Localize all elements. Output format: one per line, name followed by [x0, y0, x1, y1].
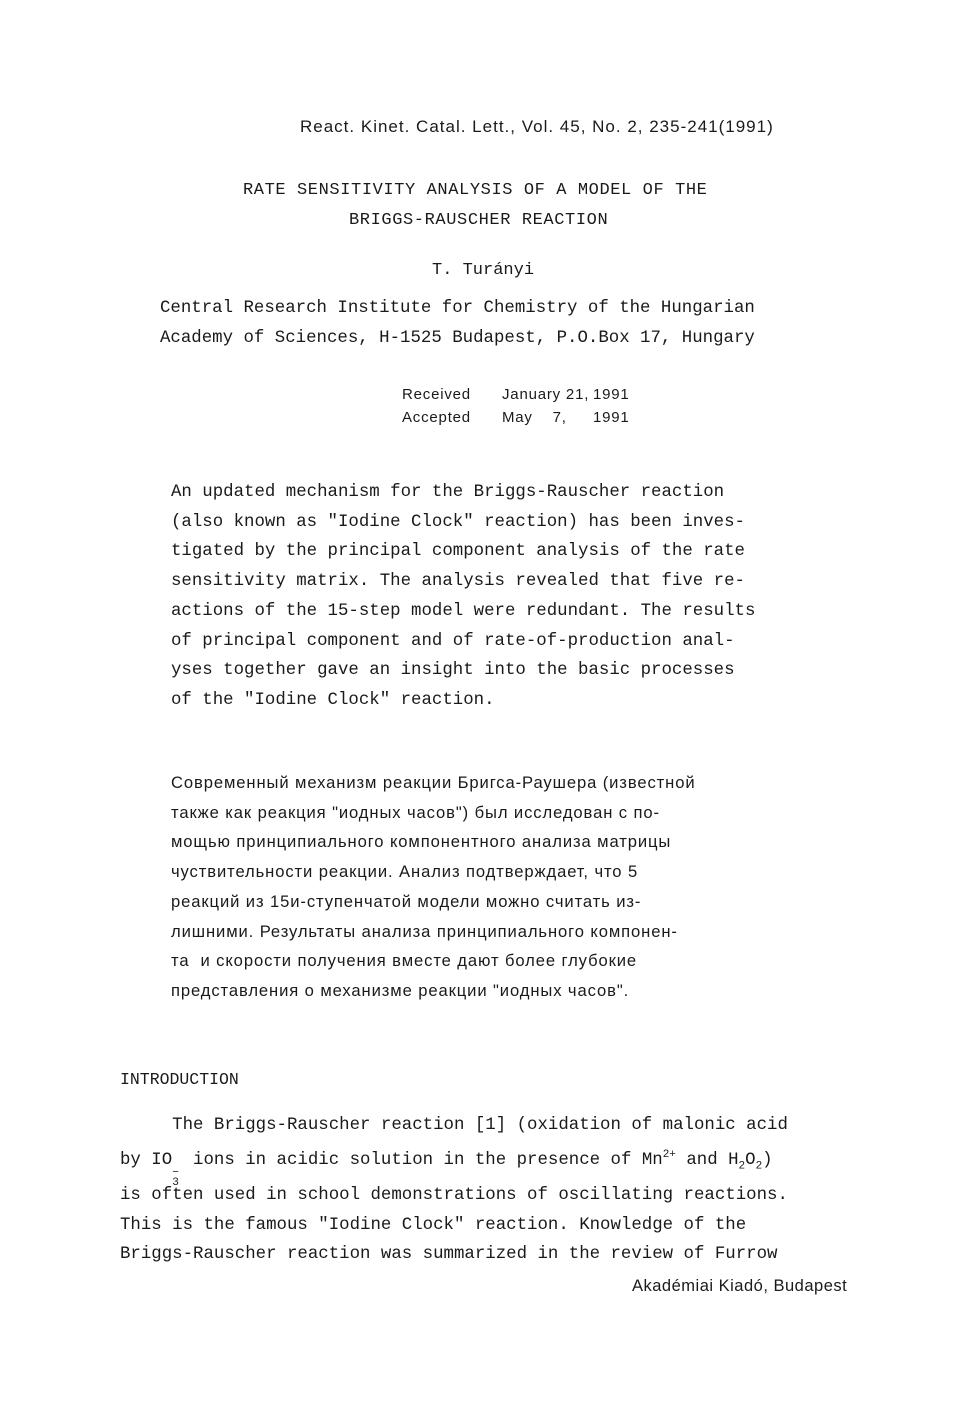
intro-line-with-formulas: [120, 1141, 788, 1190]
introduction-paragraph: [120, 1111, 788, 1270]
abstract-russian: [171, 768, 696, 1006]
intro-line: Briggs-Rauscher reaction was summarized in the review of Furrow: [120, 1245, 778, 1265]
abstract-en-line: yses together gave an insight into the basic processes: [171, 661, 735, 681]
affiliation-line-1: Central Research Institute for Chemistry of the Hungarian: [160, 299, 755, 318]
accepted-label: Accepted: [402, 409, 471, 426]
intro-text: ): [762, 1150, 773, 1170]
abstract-ru-line: та и скорости получения вместе дают более глубокие: [171, 951, 638, 971]
received-date: January 21,: [502, 386, 590, 403]
abstract-ru-line: также как реакция "иодных часов") был исследован с по-: [171, 802, 660, 822]
abstract-ru-line: Современный механизм реакции Бригса-Раушера (известной: [171, 773, 696, 792]
intro-line: The Briggs-Rauscher reaction [1] (oxidation of malonic acid: [120, 1116, 788, 1135]
journal-citation: React. Kinet. Catal. Lett., Vol. 45, No. 2, 235-241(1991): [300, 117, 774, 136]
peroxide-subscript: 2: [738, 1159, 746, 1172]
abstract-en-line: An updated mechanism for the Briggs-Rauscher reaction: [171, 483, 725, 502]
abstract-en-line: of principal component and of rate-of-production anal-: [171, 631, 735, 651]
accepted-year: 1991: [593, 409, 630, 426]
section-heading-introduction: INTRODUCTION: [120, 1070, 239, 1089]
intro-text: O: [745, 1150, 756, 1170]
abstract-ru-line: представления о механизме реакции "иодных часов".: [171, 980, 630, 1000]
intro-line: This is the famous "Iodine Clock" reaction. Knowledge of the: [120, 1215, 747, 1235]
paper-title-line-2: BRIGGS-RAUSCHER REACTION: [349, 211, 609, 230]
received-label: Received: [402, 386, 471, 403]
iodate-subscript-3: 3: [172, 1177, 179, 1190]
abstract-english: [171, 478, 755, 716]
abstract-en-line: tigated by the principal component analysis of the rate: [171, 542, 745, 562]
affiliation-line-2: Academy of Sciences, H-1525 Budapest, P.O.Box 17, Hungary: [160, 329, 755, 348]
abstract-en-line: sensitivity matrix. The analysis revealed that five re-: [171, 572, 745, 592]
peroxide-subscript: 2: [755, 1159, 763, 1172]
author-name: T. Turányi: [432, 261, 535, 280]
abstract-en-line: actions of the 15-step model were redundant. The results: [171, 601, 756, 621]
manganese-charge: 2+: [662, 1148, 676, 1161]
publisher-footer: Akadémiai Kiadó, Budapest: [632, 1277, 848, 1295]
intro-text: and H: [675, 1150, 739, 1170]
intro-text: by IO: [120, 1150, 173, 1170]
iodate-charge: −: [172, 1167, 179, 1180]
intro-text: ions in acidic solution in the presence of Mn: [182, 1150, 663, 1170]
abstract-ru-line: мощью принципиального компонентного анализа матрицы: [171, 832, 672, 852]
abstract-ru-line: лишними. Результаты анализа принципиального компонен-: [171, 921, 678, 941]
abstract-en-line: of the "Iodine Clock" reaction.: [171, 690, 495, 710]
intro-line: is often used in school demonstrations of oscillating reactions.: [120, 1186, 788, 1206]
paper-title-line-1: RATE SENSITIVITY ANALYSIS OF A MODEL OF THE: [243, 181, 708, 200]
abstract-en-line: (also known as "Iodine Clock" reaction) has been inves-: [171, 512, 745, 532]
abstract-ru-line: реакций из 15и-ступенчатой модели можно считать из-: [171, 891, 642, 911]
accepted-date: May 7,: [502, 409, 567, 426]
received-year: 1991: [593, 386, 630, 403]
abstract-ru-line: чуствительности реакции. Анализ подтверждает, что 5: [171, 862, 639, 882]
